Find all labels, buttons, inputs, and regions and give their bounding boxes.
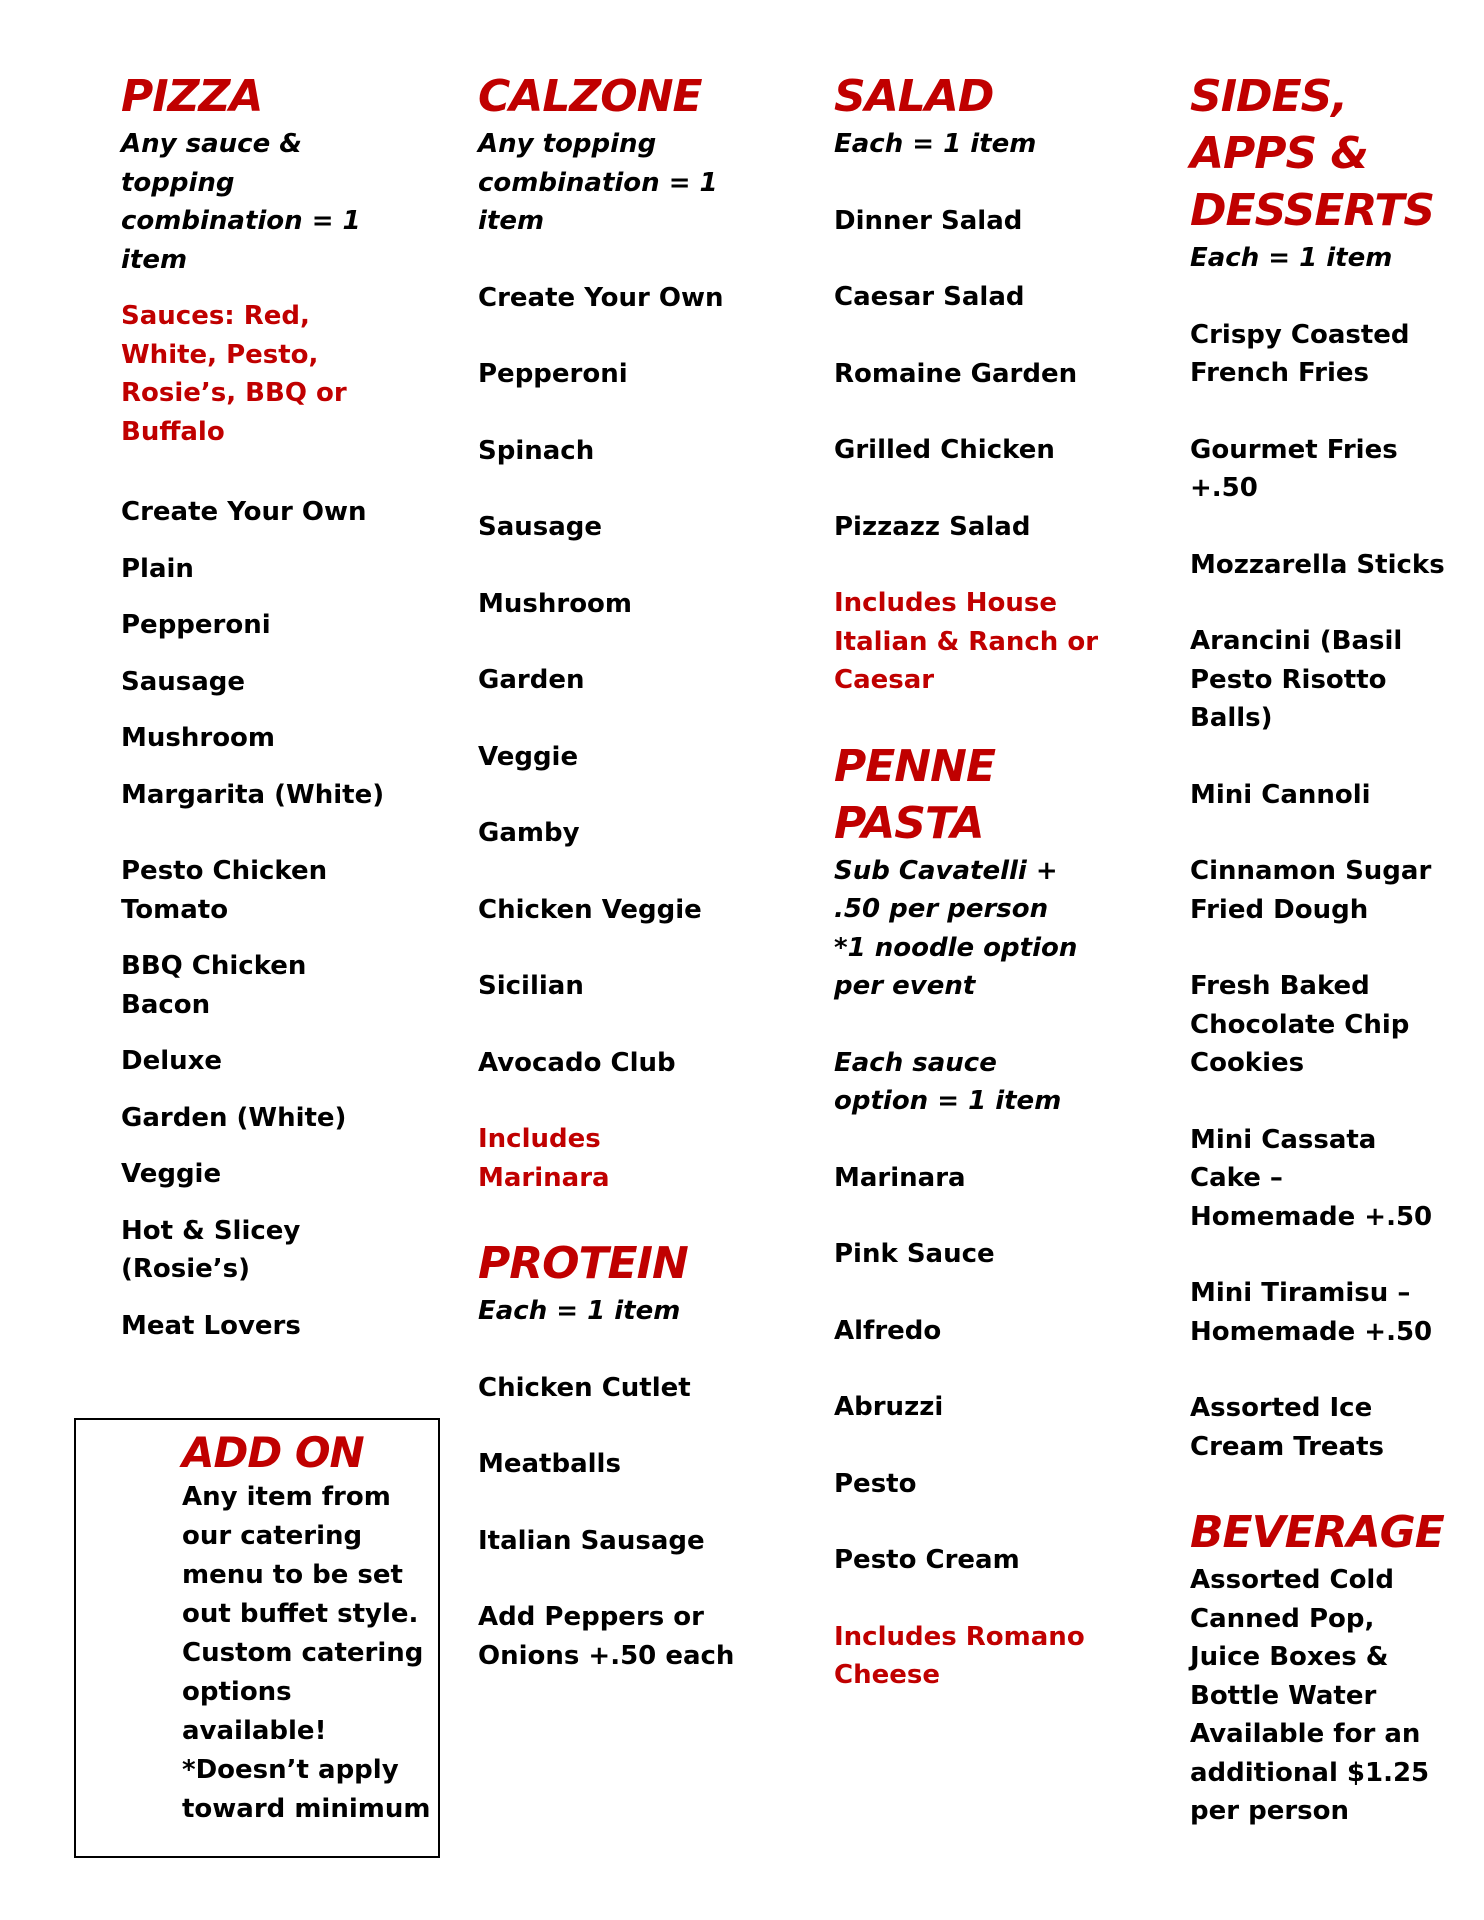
sides-subheading: Each = 1 item [1190, 243, 1393, 273]
sides-item: Mini Cassata Cake – Homemade +.50 [1190, 1124, 1433, 1232]
sides-item: Mini Tiramisu – Homemade +.50 [1190, 1278, 1433, 1347]
pizza-item: Sausage [121, 666, 246, 697]
pizza-item: BBQ Chicken Bacon [121, 951, 307, 1020]
pizza-item: Veggie [121, 1159, 222, 1189]
pizza-heading: PIZZA [121, 71, 263, 122]
sides-item: Arancini (Basil Pesto Risotto Balls) [1190, 626, 1403, 733]
calzone-item: Gamby [478, 818, 580, 848]
salad-item: Dinner Salad [834, 205, 1023, 236]
salad-heading: SALAD [834, 71, 994, 122]
pizza-column [121, 68, 451, 1345]
pizza-item: Hot & Slicey (Rosie’s) [121, 1215, 301, 1284]
protein-item: Chicken Cutlet [478, 1372, 691, 1403]
add-on-text: Any item from our catering menu to be set out buffet style. Custom catering options available! *Doesn’t apply toward minimum [182, 1482, 431, 1824]
beverage-text: Assorted Cold Canned Pop, Juice Boxes & Bottle Water Available for an additional $1.25 per person [1190, 1565, 1430, 1826]
protein-subheading: Each = 1 item [478, 1296, 681, 1326]
sides-item: Fresh Baked Chocolate Chip Cookies [1190, 971, 1410, 1078]
salad-item: Grilled Chicken [834, 435, 1055, 465]
salad-item: Pizzazz Salad [834, 511, 1031, 542]
sides-item: Cinnamon Sugar Fried Dough [1190, 856, 1432, 925]
pizza-item: Mushroom [121, 723, 276, 753]
penne-item: Abruzzi [834, 1392, 944, 1422]
protein-heading: PROTEIN [478, 1238, 688, 1289]
penne-item: Pesto [834, 1468, 917, 1499]
sides-column [1190, 68, 1480, 1831]
salad-item: Romaine Garden [834, 358, 1078, 389]
protein-item: Add Peppers or Onions +.50 each [478, 1602, 735, 1671]
salad-note: Includes House Italian & Ranch or Caesar [834, 588, 1099, 695]
pizza-item: Plain [121, 553, 194, 584]
calzone-item: Sicilian [478, 971, 584, 1001]
penne-item: Pink Sauce [834, 1239, 995, 1269]
beverage-heading: BEVERAGE [1190, 1507, 1444, 1558]
calzone-heading: CALZONE [478, 71, 702, 122]
sides-item: Mozzarella Sticks [1190, 549, 1445, 580]
pizza-item: Meat Lovers [121, 1310, 301, 1341]
salad-item: Caesar Salad [834, 282, 1025, 312]
penne-subheading: Sub Cavatelli + .50 per person *1 noodle option per event [834, 855, 1078, 1001]
calzone-item: Garden [478, 665, 585, 695]
pizza-item: Pepperoni [121, 610, 271, 640]
penne-sauce-note: Each sauce option = 1 item [834, 1047, 1062, 1116]
penne-heading: PENNE PASTA [834, 740, 996, 849]
penne-note: Includes Romano Cheese [834, 1621, 1085, 1690]
protein-item: Meatballs [478, 1449, 621, 1479]
protein-item: Italian Sausage [478, 1525, 705, 1556]
calzone-item: Chicken Veggie [478, 894, 702, 925]
calzone-item: Pepperoni [478, 359, 628, 389]
pizza-item: Pesto Chicken Tomato [121, 856, 328, 925]
pizza-item: Garden (White) [121, 1102, 347, 1133]
sides-item: Assorted Ice Cream Treats [1190, 1393, 1385, 1462]
calzone-item: Veggie [478, 741, 579, 772]
pizza-item: Margarita (White) [121, 779, 385, 810]
penne-item: Pesto Cream [834, 1545, 1020, 1575]
salad-column [834, 68, 1174, 1695]
penne-item: Alfredo [834, 1315, 942, 1346]
penne-item: Marinara [834, 1162, 966, 1193]
calzone-note: Includes Marinara [478, 1124, 610, 1193]
salad-subheading: Each = 1 item [834, 129, 1037, 159]
pizza-subheading: Any sauce & topping combination = 1 item [121, 129, 361, 275]
sides-item: Gourmet Fries +.50 [1190, 434, 1398, 503]
sides-heading: SIDES, APPS & DESSERTS [1190, 71, 1435, 236]
pizza-item: Create Your Own [121, 497, 367, 527]
calzone-item: Mushroom [478, 588, 633, 619]
calzone-subheading: Any topping combination = 1 item [478, 129, 718, 236]
calzone-item: Spinach [478, 435, 595, 466]
pizza-item: Deluxe [121, 1046, 223, 1076]
calzone-column [478, 68, 818, 1675]
sides-item: Crispy Coasted French Fries [1190, 319, 1410, 388]
calzone-item: Create Your Own [478, 282, 724, 313]
pizza-sauces-note: Sauces: Red, White, Pesto, Rosie’s, BBQ or Buffalo [121, 301, 347, 447]
add-on-box [74, 1418, 440, 1858]
sides-item: Mini Cannoli [1190, 779, 1371, 810]
calzone-item: Sausage [478, 512, 603, 542]
calzone-item: Avocado Club [478, 1047, 676, 1078]
add-on-heading: ADD ON [182, 1428, 364, 1477]
